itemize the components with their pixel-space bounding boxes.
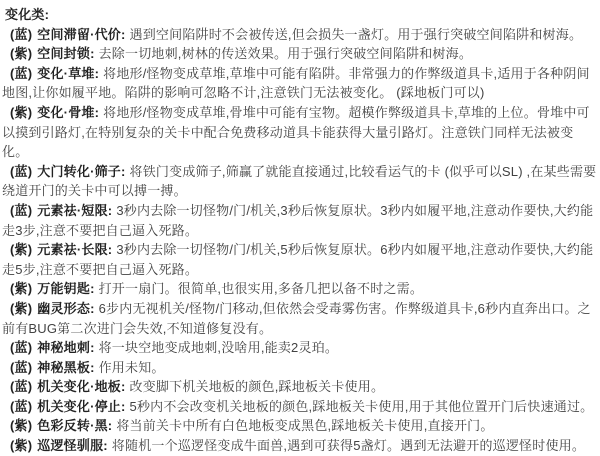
rarity-tag: (蓝) — [10, 379, 33, 395]
card-description: 去除一切地刺,树林的传送效果。用于强行突破空间陷阱和树海。 — [98, 46, 473, 62]
card-name: 机关变化·地板: — [37, 379, 126, 395]
card-entry — [2, 162, 597, 201]
card-entry — [2, 397, 597, 417]
card-entry — [2, 103, 597, 162]
card-description: 将地形/怪物变成草堆,草堆中可能有陷阱。非常强力的作弊级道具卡,适用于各种阴间地图,让你如履平地。陷阱的影响可忽略不计,注意铁门无法被变化。 (踩地板门可以) — [2, 65, 590, 101]
card-entry — [2, 240, 597, 279]
rarity-tag: (蓝) — [10, 65, 33, 81]
card-description: 遇到空间陷阱时不会被传送,但会损失一盏灯。用于强行突破空间陷阱和树海。 — [129, 26, 583, 42]
rarity-tag: (紫) — [10, 46, 33, 62]
card-name: 神秘地刺: — [37, 340, 95, 356]
rarity-tag: (紫) — [10, 418, 33, 434]
card-name: 大门转化·筛子: — [37, 163, 126, 179]
card-entry — [2, 201, 597, 240]
section-title: 变化类: — [5, 7, 50, 22]
card-description: 将随机一个巡逻怪变成牛面兽,遇到可获得5盏灯。遇到无法避开的巡逻怪时使用。 — [111, 438, 586, 454]
card-name: 元素祛·长限: — [37, 242, 113, 258]
card-name: 元素祛·短限: — [37, 202, 113, 218]
rarity-tag: (蓝) — [10, 163, 33, 179]
rarity-tag: (蓝) — [10, 359, 33, 375]
card-name: 幽灵形态: — [37, 300, 95, 316]
card-description: 6步内无视机关/怪物/门移动,但依然会受毒雾伤害。作弊级道具卡,6秒内直奔出口。之前有BUG第二次进门会失效,不知道修复没有。 — [2, 300, 591, 336]
card-entry — [2, 64, 597, 103]
card-description: 将铁门变成筛子,筛赢了就能直接通过,比较看运气的卡 (似乎可以SL) ,在某些需要绕道开门的关卡中可以搏一搏。 — [2, 163, 597, 199]
rarity-tag: (紫) — [10, 104, 33, 120]
card-name: 万能钥匙: — [37, 281, 95, 297]
card-description: 作用未知。 — [98, 359, 165, 375]
card-description: 3秒内去除一切怪物/门/机关,5秒后恢复原状。6秒内如履平地,注意动作要快,大约能走5步,注意不要把自己逼入死路。 — [2, 242, 594, 277]
card-name: 巡逻怪驯服: — [37, 438, 108, 454]
card-description: 打开一扇门。很简单,也很实用,多备几把以备不时之需。 — [98, 281, 424, 297]
card-description: 5秒内不会改变机关地板的颜色,踩地板关卡使用,用于其他位置开门后快速通过。 — [129, 398, 594, 414]
rarity-tag: (紫) — [10, 242, 33, 258]
card-entry — [2, 436, 597, 456]
card-name: 变化·骨堆: — [37, 104, 100, 120]
card-list — [2, 25, 597, 456]
card-description: 将地形/怪物变成草堆,骨堆中可能有宝物。超模作弊级道具卡,草堆的上位。骨堆中可以摸到引路灯,在特别复杂的关卡中配合免费移动道具卡能获得大量引路灯。注意铁门同样无法被变化。 — [2, 104, 590, 160]
card-entry — [2, 416, 597, 436]
card-description: 3秒内去除一切怪物/门/机关,3秒后恢复原状。3秒内如履平地,注意动作要快,大约能走3步,注意不要把自己逼入死路。 — [2, 202, 594, 238]
card-entry — [2, 25, 597, 45]
card-description: 将当前关卡中所有白色地板变成黑色,踩地板关卡使用,直接开门。 — [116, 418, 494, 434]
card-description: 将一块空地变成地刺,没啥用,能卖2灵珀。 — [98, 340, 339, 356]
card-entry — [2, 279, 597, 299]
rarity-tag: (紫) — [10, 300, 33, 316]
card-entry — [2, 338, 597, 358]
card-entry — [2, 377, 597, 397]
rarity-tag: (蓝) — [10, 398, 33, 414]
card-entry — [2, 358, 597, 378]
rarity-tag: (紫) — [10, 438, 33, 454]
rarity-tag: (蓝) — [10, 26, 33, 42]
card-name: 变化·草堆: — [37, 65, 100, 81]
card-name: 机关变化·停止: — [37, 398, 126, 414]
card-entry — [2, 299, 597, 338]
rarity-tag: (紫) — [10, 281, 33, 297]
card-entry — [2, 44, 597, 64]
card-name: 空间滞留·代价: — [37, 26, 126, 42]
card-name: 色彩反转·黑: — [37, 418, 113, 434]
rarity-tag: (蓝) — [10, 340, 33, 356]
card-name: 空间封锁: — [37, 46, 95, 62]
card-name: 神秘黑板: — [37, 359, 95, 375]
card-description: 改变脚下机关地板的颜色,踩地板关卡使用。 — [129, 379, 385, 395]
rarity-tag: (蓝) — [10, 202, 33, 218]
